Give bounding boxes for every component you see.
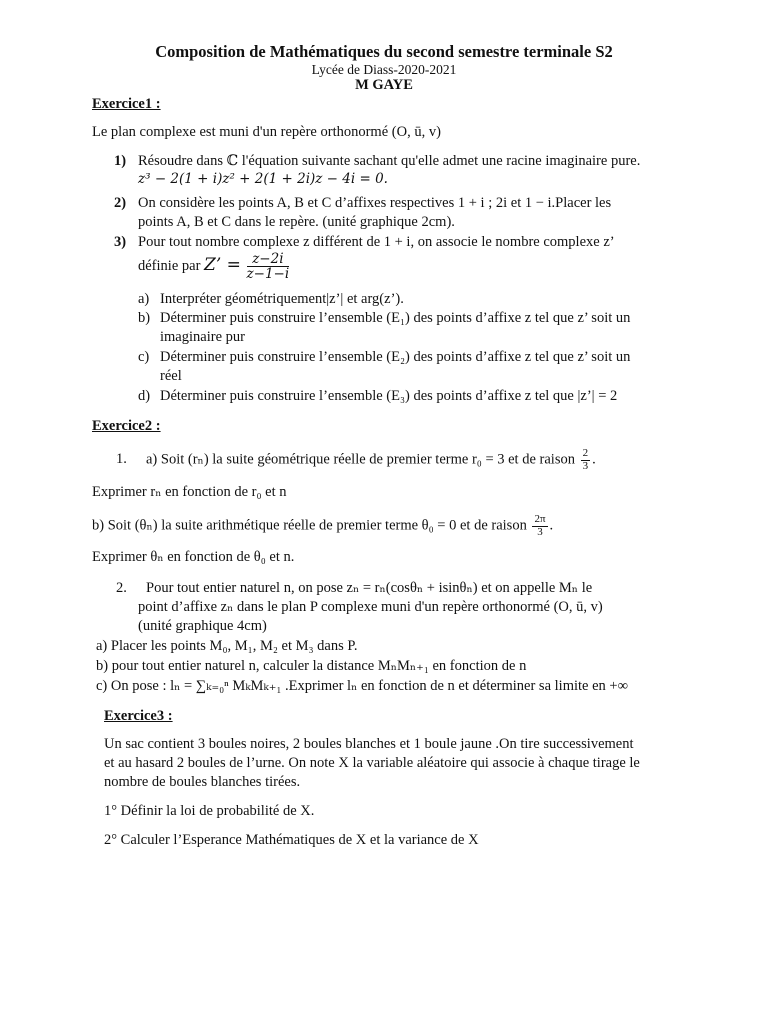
q3-denominator: z−1−i	[246, 266, 290, 283]
author-name: M GAYE	[355, 77, 413, 93]
q2-number: 2)	[114, 195, 127, 211]
q1-number: 1)	[114, 153, 127, 169]
exercise1-intro: Le plan complexe est muni d'un repère orthonormé (O, ū, v)	[92, 124, 441, 140]
qc-line2: réel	[160, 368, 182, 384]
p2-line1: Pour tout entier naturel n, on pose zₙ = rₙ(cosθₙ + isinθₙ) et on appelle Mₙ le	[146, 580, 593, 596]
ex3-line3: nombre de boules blanches tirées.	[104, 774, 301, 790]
p1a-express: Exprimer rₙ en fonction de r₀ et n	[92, 484, 287, 500]
p2-line2: point d’affixe zₙ dans le plan P complexe muni d'un repère orthonormé (O, ū, v)	[138, 599, 603, 615]
ex1-qb	[138, 310, 630, 327]
p1b-express: Exprimer θₙ en fonction de θ₀ et n.	[92, 549, 295, 565]
q2-line1: On considère les points A, B et C d’affixes respectives 1 + i ; 2i et 1 − i.Placer les	[138, 195, 612, 211]
q3-def-text: définie par	[138, 258, 201, 274]
q3-fraction	[247, 252, 290, 281]
school-year: Lycée de Diass-2020-2021	[311, 62, 457, 77]
ex2-p2	[116, 580, 592, 597]
p1a-text: a) Soit (rₙ) la suite géométrique réelle de premier terme r₀ = 3 et de raison	[146, 451, 575, 468]
ex1-q1	[114, 153, 640, 170]
p1b-denominator: 3	[537, 525, 543, 538]
ex2-pb: b) pour tout entier naturel n, calculer la distance MₙMₙ₊₁ en fonction de n	[96, 658, 527, 674]
qd-label: d)	[138, 388, 151, 404]
exam-title: Composition de Mathématiques du second semestre terminale S2	[155, 42, 613, 61]
q3-lhs: Z’ =	[204, 255, 241, 275]
ex1-q2	[114, 195, 611, 212]
ex1-qa	[138, 291, 404, 308]
ex3-q1: 1° Définir la loi de probabilité de X.	[104, 803, 315, 819]
ex1-qd	[138, 388, 617, 405]
p1a-fraction	[581, 448, 591, 472]
ex1-q3	[114, 234, 615, 251]
ex3-line2: et au hasard 2 boules de l’urne. On note X la variable aléatoire qui associe à chaque tirage le	[104, 755, 640, 771]
ex2-p1b	[92, 514, 553, 538]
q1-text: Résoudre dans ℂ l'équation suivante sachant qu'elle admet une racine imaginaire pure.	[138, 153, 641, 169]
p1b-end: .	[549, 517, 554, 534]
qa-label: a)	[138, 291, 150, 307]
exercise2-heading: Exercice2 :	[92, 418, 161, 434]
qd-text: Déterminer puis construire l’ensemble (E₃) des points d’affixe z tel que |z’| = 2	[160, 388, 618, 404]
q3-number: 3)	[114, 234, 127, 250]
p1b-numerator: 2π	[534, 513, 546, 525]
exercise3-heading: Exercice3 :	[104, 708, 173, 724]
p1b-text: b) Soit (θₙ) la suite arithmétique réelle de premier terme θ₀ = 0 et de raison	[92, 517, 527, 534]
q2-line2: points A, B et C dans le repère. (unité graphique 2cm).	[138, 214, 455, 230]
ex1-qc	[138, 349, 630, 366]
q3-line1: Pour tout nombre complexe z différent de 1 + i, on associe le nombre complexe z’	[138, 234, 615, 250]
qc-label: c)	[138, 349, 150, 365]
qa-text: Interpréter géométriquement|z’| et arg(z’).	[160, 291, 404, 307]
exercise1-heading: Exercice1 :	[92, 96, 161, 112]
p1a-denominator: 3	[582, 459, 589, 472]
p2-line3: (unité graphique 4cm)	[138, 618, 267, 634]
p2-number: 2.	[116, 580, 127, 596]
ex3-line1: Un sac contient 3 boules noires, 2 boules blanches et 1 boule jaune .On tire successivement	[104, 736, 634, 752]
qc-line1: Déterminer puis construire l’ensemble (E₂) des points d’affixe z tel que z’ soit un	[160, 349, 631, 365]
ex2-pa: a) Placer les points M₀, M₁, M₂ et M₃ dans P.	[96, 638, 358, 654]
p1b-fraction	[532, 514, 547, 538]
ex2-pc: c) On pose : lₙ = ∑ₖ₌₀ⁿ MₖMₖ₊₁ .Exprimer lₙ en fonction de n et déterminer sa limite en +∞	[96, 678, 628, 694]
qb-line1: Déterminer puis construire l’ensemble (E₁) des points d’affixe z tel que z’ soit un	[160, 310, 631, 326]
p1a-end: .	[592, 451, 596, 468]
p1a-numerator: 2	[582, 447, 589, 459]
ex3-q2: 2° Calculer l’Esperance Mathématiques de X et la variance de X	[104, 832, 479, 848]
q1-equation: z³ − 2(1 + i)z² + 2(1 + 2i)z − 4i = 0.	[138, 171, 388, 187]
p1-number: 1.	[116, 451, 127, 468]
q3-definition	[138, 252, 291, 281]
ex2-p1a	[116, 448, 596, 472]
qb-line2: imaginaire pur	[160, 329, 245, 345]
qb-label: b)	[138, 310, 151, 326]
q3-numerator: z−2i	[247, 252, 290, 267]
